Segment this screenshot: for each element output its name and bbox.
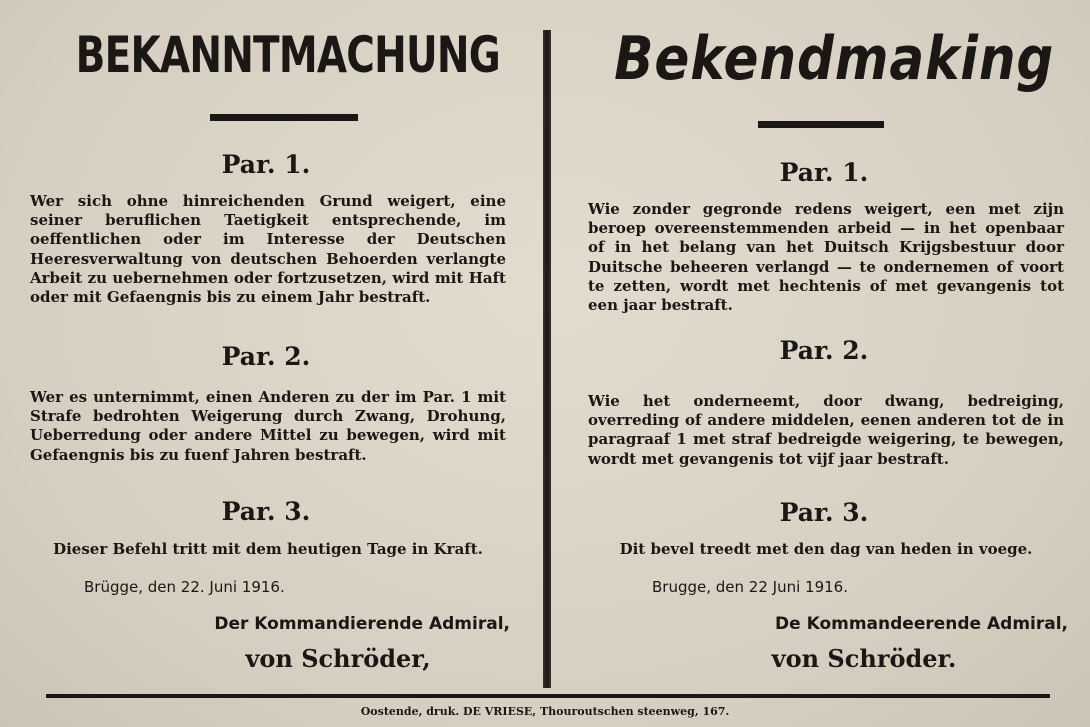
german-par3-text: Dieser Befehl tritt mit dem heutigen Tage in Kraft. [53,540,483,558]
printer-imprint: Oostende, druk. DE VRIESE, Thouroutschen steenweg, 167. [360,705,730,718]
german-place-date: Brügge, den 22. Juni 1916. [84,578,285,596]
dutch-place-date: Brugge, den 22 Juni 1916. [652,578,848,596]
dutch-signatory-title: De Kommandeerende Admiral, [775,614,1068,634]
german-signatory-name: von Schröder, [245,644,431,673]
dutch-par2-heading: Par. 2. [779,336,869,365]
german-par2-heading: Par. 2. [221,342,311,371]
dutch-title-rule [758,121,884,128]
german-title: BEKANNTMACHUNG [75,26,500,84]
german-par3-heading: Par. 3. [221,497,311,526]
column-divider [543,30,551,688]
german-par1-heading: Par. 1. [221,150,311,179]
german-title-rule [210,114,358,121]
dutch-par2-text: Wie het onderneemt, door dwang, bedreiging, overreding of andere middelen, eenen anderen tot de in paragraaf 1 met straf bedreigde weigering, te bewegen, wordt met gevangenis tot vijf jaar bestraft. [588,392,1064,468]
german-par1-text: Wer sich ohne hinreichenden Grund weigert, eine seiner beruflichen Taetigkeit entsprechende, im oeffentlichen oder im Interesse der Deutschen Heeresverwaltung von deutschen Behoerden verlangte Arbeit zu uebernehmen oder fortzusetzen, wird mit Haft oder mit Gefaengnis bis zu einem Jahr bestraft. [30,192,506,307]
dutch-signatory-name: von Schröder. [771,644,957,673]
german-signatory-title: Der Kommandierende Admiral, [214,614,510,634]
dutch-par3-text: Dit bevel treedt met den dag van heden in voege. [619,540,1033,558]
german-par2-text: Wer es unternimmt, einen Anderen zu der im Par. 1 mit Strafe bedrohten Weigerung durch Zwang, Drohung, Ueberredung oder andere Mittel zu bewegen, wird mit Gefaengnis bis zu fuenf Jahren bestraft. [30,388,506,464]
dutch-par1-text: Wie zonder gegronde redens weigert, een met zijn beroep overeenstemmenden arbeid — in het openbaar of in het belang van het Duitsch Krijgsbestuur door Duitsche beheeren verlangd — te ondernemen of voort te zetten, wordt met hechtenis of met gevangenis tot een jaar bestraft. [588,200,1064,315]
dutch-title: Bekendmaking [614,24,1055,94]
dutch-par3-heading: Par. 3. [779,498,869,527]
bottom-rule [46,694,1050,698]
dutch-par1-heading: Par. 1. [779,158,869,187]
